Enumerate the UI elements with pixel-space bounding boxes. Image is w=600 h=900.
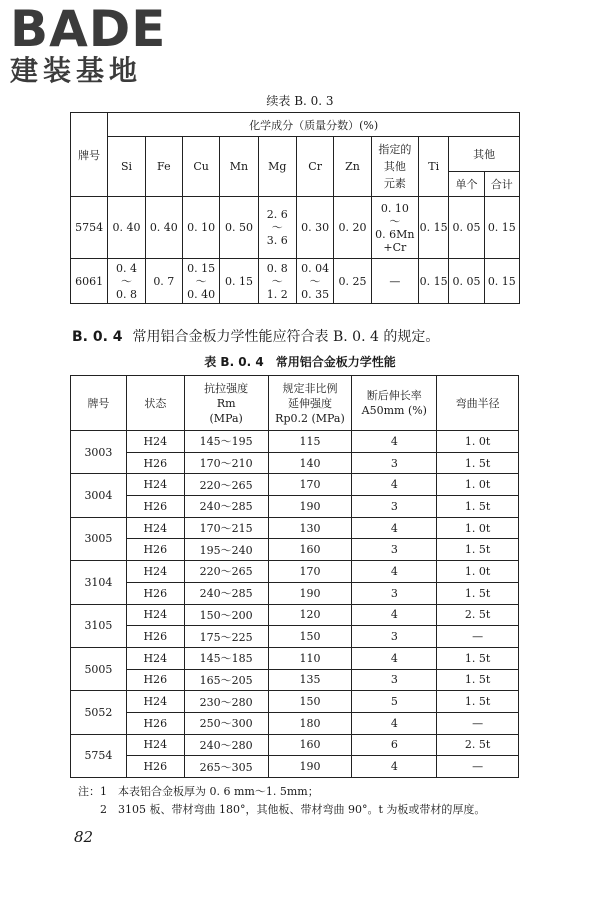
t2-cell-bend: — bbox=[437, 626, 519, 648]
t2-cell-state: H26 bbox=[126, 452, 184, 474]
t2-cell-brand: 3005 bbox=[71, 517, 127, 560]
t2-cell-state: H24 bbox=[126, 734, 184, 756]
t2-cell-elong: 4 bbox=[352, 431, 437, 453]
t1-brand-header: 牌号 bbox=[71, 113, 108, 197]
t2-cell-tensile: 220～265 bbox=[184, 561, 268, 583]
t2-cell-brand: 5005 bbox=[71, 647, 127, 690]
t1-other-header: 其他 bbox=[449, 137, 520, 172]
table-row bbox=[71, 539, 519, 561]
chemical-composition-table bbox=[70, 112, 520, 304]
t2-cell-state: H26 bbox=[126, 669, 184, 691]
t2-cell-elong: 3 bbox=[352, 626, 437, 648]
t2-cell-bend: 1. 0t bbox=[437, 431, 519, 453]
table-row bbox=[71, 604, 519, 626]
t2-brand-header: 牌号 bbox=[71, 376, 127, 431]
table-row bbox=[71, 734, 519, 756]
t2-cell-tensile: 250～300 bbox=[184, 712, 268, 734]
t2-cell-elong: 5 bbox=[352, 691, 437, 713]
table-row bbox=[71, 691, 519, 713]
t2-cell-tensile: 170～215 bbox=[184, 517, 268, 539]
t2-cell-state: H24 bbox=[126, 474, 184, 496]
t1-cell: 0. 04 ～ 0. 35 bbox=[296, 259, 333, 304]
t1-cell-brand: 5754 bbox=[71, 197, 108, 259]
t2-cell-state: H26 bbox=[126, 626, 184, 648]
t2-bend-header: 弯曲半径 bbox=[437, 376, 519, 431]
table-row bbox=[71, 474, 519, 496]
t2-cell-bend: 1. 5t bbox=[437, 452, 519, 474]
t2-cell-state: H24 bbox=[126, 604, 184, 626]
t1-cell: 0. 8 ～ 1. 2 bbox=[258, 259, 296, 304]
t2-cell-tensile: 195～240 bbox=[184, 539, 268, 561]
t1-cell: — bbox=[371, 259, 418, 304]
t2-cell-state: H26 bbox=[126, 712, 184, 734]
t2-cell-yield: 140 bbox=[268, 452, 352, 474]
t2-cell-state: H24 bbox=[126, 517, 184, 539]
t2-cell-elong: 3 bbox=[352, 496, 437, 518]
t1-specified-other-header: 指定的 其他 元素 bbox=[371, 137, 418, 197]
t1-cell: 0. 10 bbox=[182, 197, 219, 259]
t2-cell-yield: 150 bbox=[268, 626, 352, 648]
t2-cell-yield: 180 bbox=[268, 712, 352, 734]
t2-cell-yield: 190 bbox=[268, 582, 352, 604]
t2-cell-state: H24 bbox=[126, 691, 184, 713]
t2-cell-bend: 1. 5t bbox=[437, 691, 519, 713]
t2-cell-yield: 170 bbox=[268, 561, 352, 583]
t1-chem-header: 化学成分（质量分数）(%) bbox=[108, 113, 520, 137]
page-number: 82 bbox=[74, 828, 94, 846]
t1-cell: 0. 15 bbox=[419, 197, 449, 259]
table-notes bbox=[78, 783, 485, 819]
t2-cell-brand: 3004 bbox=[71, 474, 127, 517]
t1-el-mn: Mn bbox=[220, 137, 258, 197]
t1-el-si: Si bbox=[108, 137, 145, 197]
t1-cell: 0. 15 ～ 0. 40 bbox=[182, 259, 219, 304]
table-row bbox=[71, 259, 520, 304]
t2-yield-header: 规定非比例 延伸强度 Rp0.2 (MPa) bbox=[268, 376, 352, 431]
t1-cell: 0. 15 bbox=[220, 259, 258, 304]
paragraph-number: B. 0. 4 bbox=[72, 329, 123, 345]
t2-cell-elong: 4 bbox=[352, 756, 437, 778]
t2-cell-bend: — bbox=[437, 712, 519, 734]
t2-cell-tensile: 265～305 bbox=[184, 756, 268, 778]
t2-cell-state: H26 bbox=[126, 496, 184, 518]
t1-cell: 0. 15 bbox=[419, 259, 449, 304]
t2-cell-tensile: 220～265 bbox=[184, 474, 268, 496]
t1-cell: 0. 05 bbox=[449, 197, 484, 259]
table-row bbox=[71, 756, 519, 778]
t2-cell-elong: 4 bbox=[352, 604, 437, 626]
t2-cell-bend: 1. 5t bbox=[437, 582, 519, 604]
table-row bbox=[71, 517, 519, 539]
t2-cell-yield: 130 bbox=[268, 517, 352, 539]
t2-cell-tensile: 240～280 bbox=[184, 734, 268, 756]
t1-cell: 0. 7 bbox=[145, 259, 182, 304]
t2-cell-bend: 1. 0t bbox=[437, 517, 519, 539]
t2-cell-state: H24 bbox=[126, 561, 184, 583]
t1-single-header: 单个 bbox=[449, 172, 484, 197]
t2-cell-state: H26 bbox=[126, 539, 184, 561]
t2-cell-tensile: 240～285 bbox=[184, 582, 268, 604]
t2-cell-bend: 1. 5t bbox=[437, 669, 519, 691]
t2-cell-brand: 3104 bbox=[71, 561, 127, 604]
t2-cell-yield: 135 bbox=[268, 669, 352, 691]
t2-cell-bend: 2. 5t bbox=[437, 604, 519, 626]
t2-cell-bend: 2. 5t bbox=[437, 734, 519, 756]
t2-cell-tensile: 170～210 bbox=[184, 452, 268, 474]
t2-elongation-header: 断后伸长率 A50mm (%) bbox=[352, 376, 437, 431]
t2-cell-yield: 150 bbox=[268, 691, 352, 713]
t1-cell: 0. 50 bbox=[220, 197, 258, 259]
t1-el-fe: Fe bbox=[145, 137, 182, 197]
t2-cell-elong: 3 bbox=[352, 669, 437, 691]
mechanical-properties-table bbox=[70, 375, 519, 778]
t2-cell-yield: 190 bbox=[268, 496, 352, 518]
t2-cell-yield: 120 bbox=[268, 604, 352, 626]
t2-cell-elong: 4 bbox=[352, 517, 437, 539]
t2-cell-tensile: 230～280 bbox=[184, 691, 268, 713]
table-row bbox=[71, 712, 519, 734]
table1-caption: 续表 B. 0. 3 bbox=[266, 94, 334, 108]
t2-cell-brand: 3105 bbox=[71, 604, 127, 647]
t2-cell-tensile: 145～195 bbox=[184, 431, 268, 453]
t2-cell-tensile: 150～200 bbox=[184, 604, 268, 626]
table-row bbox=[71, 452, 519, 474]
t2-cell-state: H24 bbox=[126, 431, 184, 453]
t1-total-header: 合计 bbox=[484, 172, 519, 197]
t1-el-mg: Mg bbox=[258, 137, 296, 197]
t2-cell-yield: 160 bbox=[268, 734, 352, 756]
logo-subtitle: 建装基地 bbox=[10, 54, 143, 87]
table-row bbox=[71, 582, 519, 604]
paragraph-text: 常用铝合金板力学性能应符合表 B. 0. 4 的规定。 bbox=[132, 329, 440, 345]
t2-tensile-header: 抗拉强度 Rm (MPa) bbox=[184, 376, 268, 431]
t1-cell: 0. 4 ～ 0. 8 bbox=[108, 259, 145, 304]
t2-cell-bend: 1. 5t bbox=[437, 496, 519, 518]
t1-el-cr: Cr bbox=[296, 137, 333, 197]
table-row bbox=[71, 431, 519, 453]
t1-cell: 2. 6 ～ 3. 6 bbox=[258, 197, 296, 259]
t1-el-zn: Zn bbox=[334, 137, 371, 197]
t2-cell-elong: 3 bbox=[352, 582, 437, 604]
table-row bbox=[71, 561, 519, 583]
t2-cell-elong: 6 bbox=[352, 734, 437, 756]
t2-cell-state: H26 bbox=[126, 582, 184, 604]
t2-cell-bend: 1. 0t bbox=[437, 474, 519, 496]
t2-cell-elong: 4 bbox=[352, 474, 437, 496]
t2-cell-brand: 3003 bbox=[71, 431, 127, 474]
t1-el-cu: Cu bbox=[182, 137, 219, 197]
t2-state-header: 状态 bbox=[126, 376, 184, 431]
t2-cell-brand: 5754 bbox=[71, 734, 127, 777]
t1-cell-brand: 6061 bbox=[71, 259, 108, 304]
t2-cell-elong: 3 bbox=[352, 539, 437, 561]
t2-cell-bend: 1. 5t bbox=[437, 647, 519, 669]
t2-cell-tensile: 165～205 bbox=[184, 669, 268, 691]
table-row bbox=[71, 197, 520, 259]
logo bbox=[10, 0, 167, 87]
paragraph-b04 bbox=[72, 326, 439, 346]
t1-cell: 0. 40 bbox=[108, 197, 145, 259]
t2-cell-yield: 170 bbox=[268, 474, 352, 496]
t2-cell-state: H26 bbox=[126, 756, 184, 778]
note-2: 2 3105 板、带材弯曲 180°，其他板、带材弯曲 90°。t 为板或带材的厚度。 bbox=[78, 803, 486, 816]
t2-cell-tensile: 145～185 bbox=[184, 647, 268, 669]
t2-cell-yield: 160 bbox=[268, 539, 352, 561]
t2-cell-yield: 115 bbox=[268, 431, 352, 453]
t1-cell: 0. 10 ～ 0. 6Mn +Cr bbox=[371, 197, 418, 259]
t2-cell-bend: 1. 5t bbox=[437, 539, 519, 561]
t1-cell: 0. 40 bbox=[145, 197, 182, 259]
t1-cell: 0. 15 bbox=[484, 197, 519, 259]
t2-cell-elong: 4 bbox=[352, 647, 437, 669]
table-row bbox=[71, 496, 519, 518]
t2-cell-tensile: 240～285 bbox=[184, 496, 268, 518]
table2-caption: 表 B. 0. 4 常用铝合金板力学性能 bbox=[204, 355, 396, 369]
t2-cell-elong: 4 bbox=[352, 712, 437, 734]
t2-cell-tensile: 175～225 bbox=[184, 626, 268, 648]
t2-cell-yield: 110 bbox=[268, 647, 352, 669]
t2-cell-elong: 4 bbox=[352, 561, 437, 583]
table-row bbox=[71, 669, 519, 691]
t2-cell-brand: 5052 bbox=[71, 691, 127, 734]
table-row bbox=[71, 647, 519, 669]
t2-cell-bend: 1. 0t bbox=[437, 561, 519, 583]
t2-cell-elong: 3 bbox=[352, 452, 437, 474]
t2-cell-bend: — bbox=[437, 756, 519, 778]
t1-cell: 0. 05 bbox=[449, 259, 484, 304]
t1-ti-header: Ti bbox=[419, 137, 449, 197]
t2-cell-state: H24 bbox=[126, 647, 184, 669]
table-row bbox=[71, 626, 519, 648]
t1-cell: 0. 20 bbox=[334, 197, 371, 259]
t2-cell-yield: 190 bbox=[268, 756, 352, 778]
note-1: 注：1 本表铝合金板厚为 0. 6 mm～1. 5mm； bbox=[78, 785, 319, 798]
logo-brand: BADE bbox=[10, 0, 167, 58]
t1-cell: 0. 15 bbox=[484, 259, 519, 304]
t1-cell: 0. 25 bbox=[334, 259, 371, 304]
t1-cell: 0. 30 bbox=[296, 197, 333, 259]
